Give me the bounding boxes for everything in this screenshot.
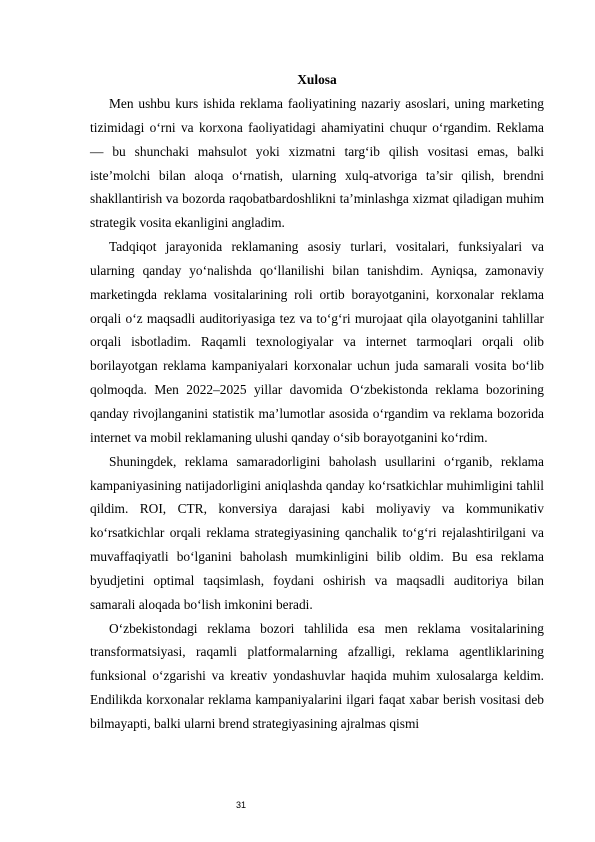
page-number: 31: [235, 800, 246, 810]
paragraph-4: O‘zbekistondagi reklama bozori tahlilida esa men reklama vositalarining transformatsiyasi, raqamli platformalarning afzalligi, reklama agentliklarining funksional o‘zgarishi va kreativ yondashuvlar haqida muhim xulosalarga keldim. Endilikda korxonalar reklama kampaniyalarini ilgari faqat xabar berish vositasi deb bilmayapti, balki ularni brend strategiyasining ajralmas qismi: [90, 620, 544, 731]
paragraph-2: Tadqiqot jarayonida reklamaning asosiy turlari, vositalari, funksiyalari va ularning qanday yo‘nalishda qo‘llanilishi bilan tanishdim. Ayniqsa, zamonaviy marketingda reklama vositalarining roli ortib borayotganini, korxonalar reklama orqali o‘z maqsadli auditoriyasiga tez va to‘g‘ri murojaat qila olayotganini tahlillar orqali isbotladim. Raqamli texnologiyalar va internet tarmoqlari orqali olib borilayotgan reklama kampaniyalari korxonalar uchun juda samarali vosita bo‘lib qolmoqda. Men 2022–2025 yillar davomida O‘zbekistonda reklama bozorining qanday rivojlanganini statistik ma’lumotlar asosida o‘rgandim va reklama bozorida internet va mobil reklamaning ulushi qanday o‘sib borayotganini ko‘rdim.: [90, 239, 544, 445]
paragraph-3: Shuningdek, reklama samaradorligini baholash usullarini o‘rganib, reklama kampaniyasining natijadorligini aniqlashda qanday ko‘rsatkichlar muhimligini tahlil qildim. ROI, CTR, konversiya darajasi kabi moliyaviy va kommunikativ ko‘rsatkichlar orqali reklama strategiyasining qanchalik to‘g‘ri rejalashtirilgani va muvaffaqiyatli bo‘lganini baholash mumkinligini bilib oldim. Bu esa reklama byudjetini optimal taqsimlash, foydani oshirish va maqsadli auditoriya bilan samarali aloqada bo‘lish imkonini beradi.: [90, 453, 544, 612]
document-body: [90, 92, 544, 736]
page-title: Xulosa: [297, 72, 337, 87]
paragraph-1: Men ushbu kurs ishida reklama faoliyatining nazariy asoslari, uning marketing tizimidagi o‘rni va korxona faoliyatidagi ahamiyatini chuqur o‘rgandim. Reklama — bu shunchaki mahsulot yoki xizmatni targ‘ib qilish vositasi emas, balki iste’molchi bilan aloqa o‘rnatish, ularning xulq-atvoriga ta’sir qilish, brendni shakllantirish va bozorda raqobatbardoshlikni ta’minlashga xizmat qiladigan muhim strategik vosita ekanligini angladim.: [90, 96, 544, 231]
